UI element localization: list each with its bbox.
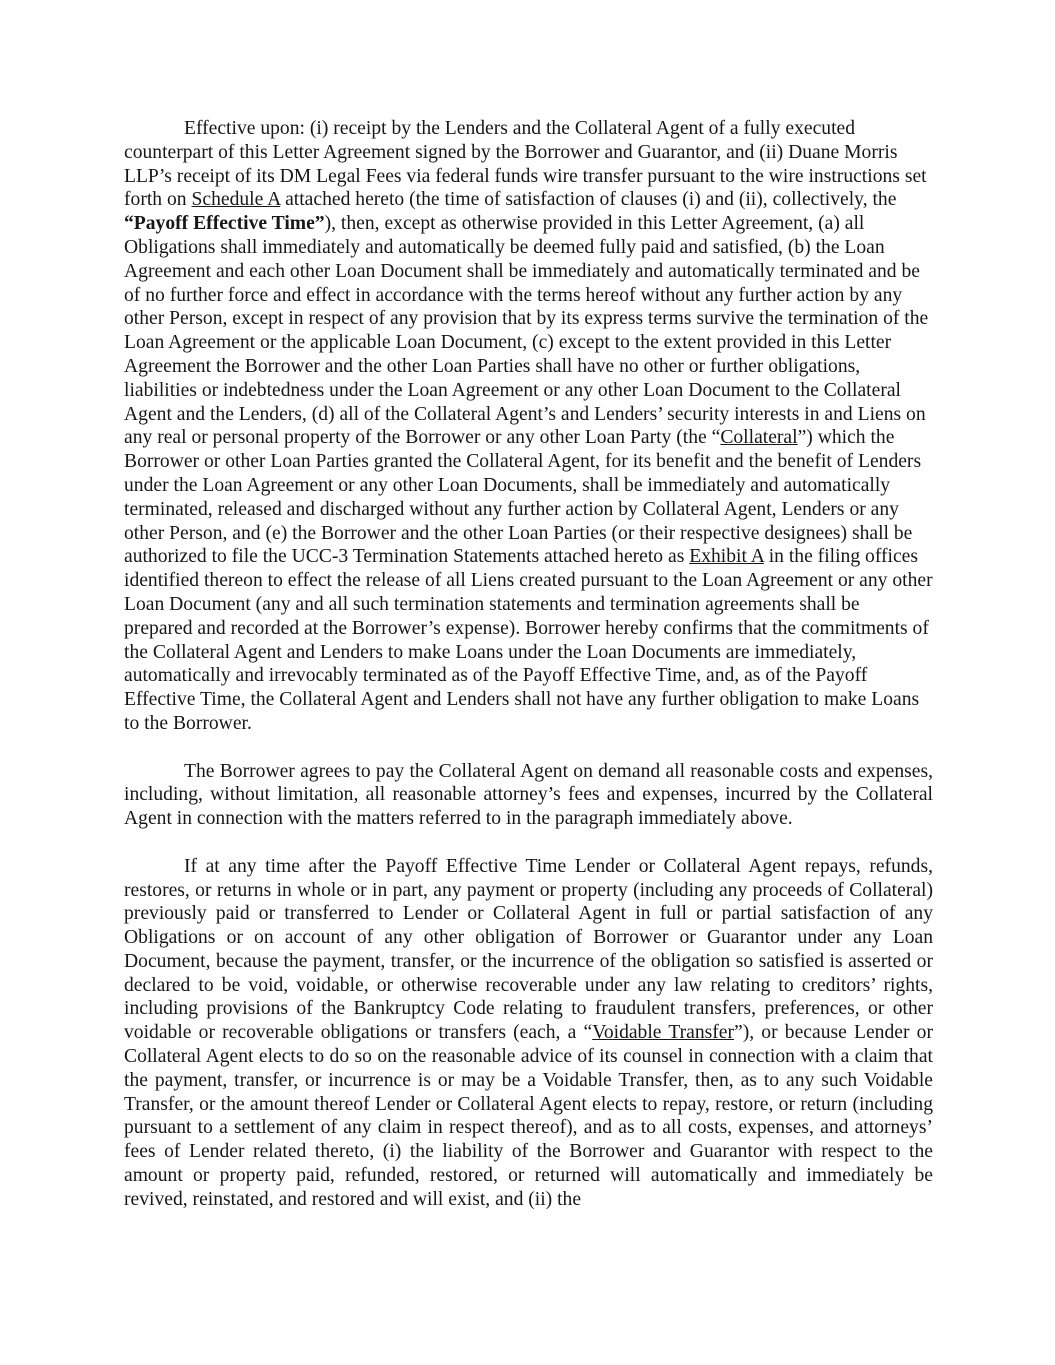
text-run: ”), or because Lender or Collateral Agent elects to do so on the reasonable advice of its counsel in connection with a claim that the payment, transfer, or incurrence is or may be a Voidable Transfer, then, as to any such Voidable Transfer, or the amount thereof Lender or Collateral Agent elects to repay, restore, or return (including pursuant to a settlement of any claim in respect thereof), and as to all costs, expenses, and attorneys’ fees of Lender related thereto, (i) the liability of the Borrower and Guarantor with respect to the amount or property paid, refunded, restored, or returned will automatically and immediately be revived, reinstated, and restored and will exist, and (ii) the (124, 1022, 933, 1210)
underlined-reference: Collateral (720, 427, 798, 449)
bold-defined-term: “Payoff Effective Time” (124, 213, 325, 235)
text-run: ”) which the Borrower or other Loan Parties granted the Collateral Agent, for its benefit and the benefit of Lenders under the Loan Agreement or any other Loan Documents, shall be immediately and automatically terminated, released and discharged without any further action by Collateral Agent, Lenders or any other Person, and (e) the Borrower and the other Loan Parties (or their respective designees) shall be authorized to file the UCC-3 Termination Statements attached hereto as (124, 427, 922, 568)
paragraph (124, 117, 933, 736)
text-run: ), then, except as otherwise provided in this Letter Agreement, (a) all Obligations shall immediately and automatically be deemed fully paid and satisfied, (b) the Loan Agreement and each other Loan Document shall be immediately and automatically terminated and be of no further force and effect in accordance with the terms hereof without any further action by any other Person, except in respect of any provision that by its express terms survive the termination of the Loan Agreement or the applicable Loan Document, (c) except to the extent provided in this Letter Agreement the Borrower and the other Loan Parties shall have no other or further obligations, liabilities or indebtedness under the Loan Agreement or any other Loan Document to the Collateral Agent and the Lenders, (d) all of the Collateral Agent’s and Lenders’ security interests in and Liens on any real or personal property of the Borrower or any other Loan Party (the “ (124, 213, 929, 449)
text-run: attached hereto (the time of satisfaction of clauses (i) and (ii), collectively, the (280, 189, 897, 211)
text-run: Effective upon: (i) receipt by the Lenders and the Collateral Agent of a fully executed counterpart of this Letter Agreement signed by the Borrower and Guarantor, and (ii) Duane Morris LLP’s receipt of its DM Legal Fees via federal funds wire transfer pursuant to the wire instructions set forth on (124, 118, 927, 211)
document-body (124, 117, 933, 1235)
underlined-reference: Exhibit A (689, 546, 764, 568)
underlined-reference: Schedule A (191, 189, 281, 211)
underlined-reference: Voidable Transfer (592, 1022, 734, 1044)
text-run: in the filing offices identified thereon to effect the release of all Liens created pursuant to the Loan Agreement or any other Loan Document (any and all such termination statements and termination agreements shall be prepared and recorded at the Borrower’s expense). Borrower hereby confirms that the commitments of the Collateral Agent and Lenders to make Loans under the Loan Documents are immediately, automatically and irrevocably terminated as of the Payoff Effective Time, and, as of the Payoff Effective Time, the Collateral Agent and Lenders shall not have any further obligation to make Loans to the Borrower. (124, 546, 933, 734)
paragraph (124, 760, 933, 831)
text-run: If at any time after the Payoff Effective Time Lender or Collateral Agent repays, refunds, restores, or returns in whole or in part, any payment or property (including any proceeds of Collateral) previously paid or transferred to Lender or Collateral Agent in full or partial satisfaction of any Obligations or on account of any other obligation of Borrower or Guarantor under any Loan Document, because the payment, transfer, or the incurrence of the obligation so satisfied is asserted or declared to be void, voidable, or otherwise recoverable under any law relating to creditors’ rights, including provisions of the Bankruptcy Code relating to fraudulent transfers, preferences, or other voidable or recoverable obligations or transfers (each, a “ (124, 855, 933, 1044)
paragraph (124, 855, 933, 1212)
text-run: The Borrower agrees to pay the Collateral Agent on demand all reasonable costs and expenses, including, without limitation, all reasonable attorney’s fees and expenses, incurred by the Collateral Agent in connection with the matters referred to in the paragraph immediately above. (124, 760, 933, 830)
